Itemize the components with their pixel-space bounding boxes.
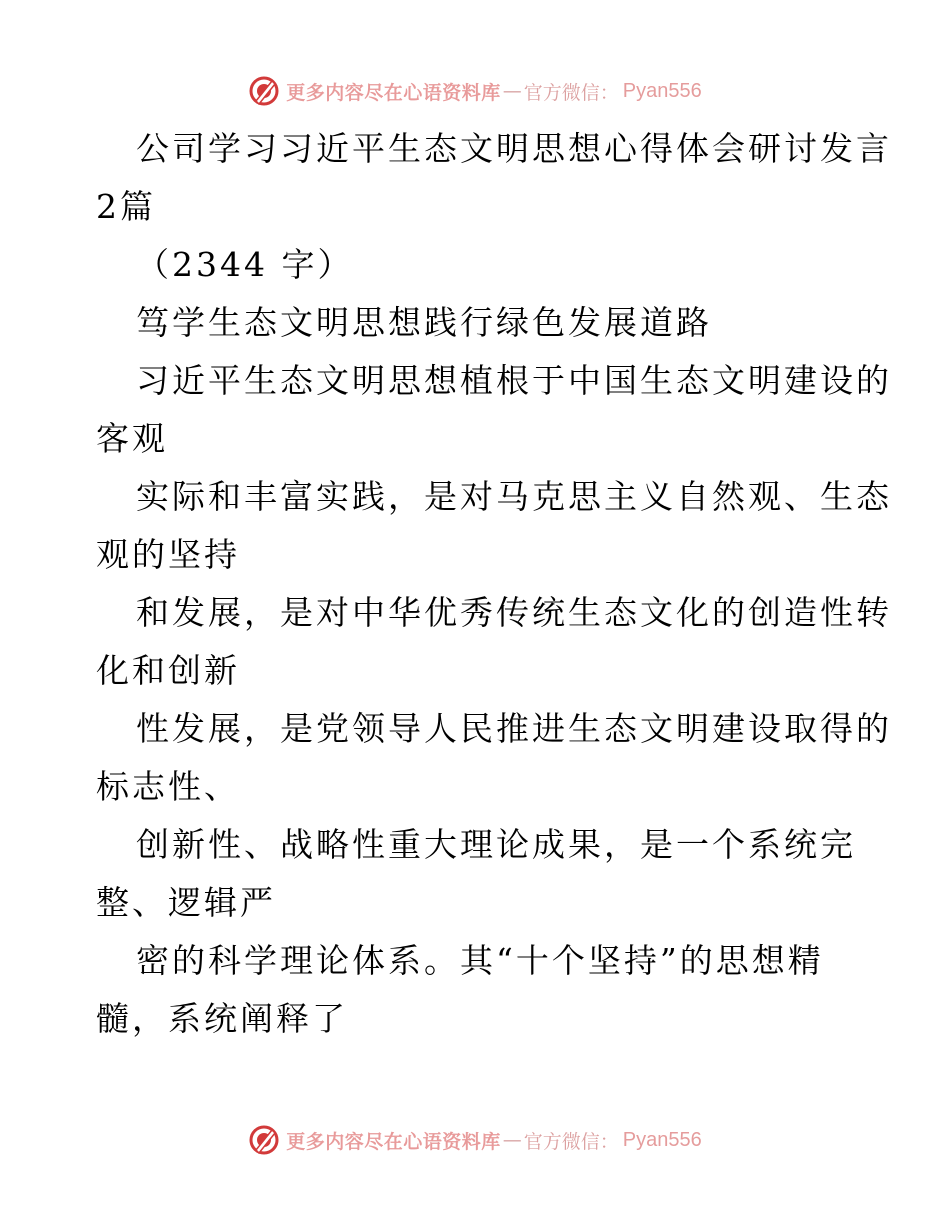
pen-logo-icon: [248, 75, 280, 107]
wechat-id: Pyan556: [622, 1128, 702, 1151]
doc-title-line: 2篇: [96, 187, 156, 226]
paragraph-line: 实际和丰富实践，是对马克思主义自然观、生态: [136, 477, 892, 516]
paragraph-line: 客观: [96, 419, 168, 458]
wechat-id: Pyan556: [622, 79, 702, 102]
banner-text: 更多内容尽在心语资料库: [286, 1130, 501, 1153]
word-count: （2344 字）: [136, 245, 354, 284]
banner-separator: —: [502, 80, 522, 102]
document-body: [96, 120, 892, 1048]
paragraph-line: 观的坚持: [96, 535, 240, 574]
paragraph-line: 髓，系统阐释了: [96, 999, 348, 1038]
header-banner: [0, 71, 950, 111]
wechat-label: 官方微信：: [523, 81, 619, 104]
paragraph-line: 整、逻辑严: [96, 883, 276, 922]
paragraph-line: 习近平生态文明思想植根于中国生态文明建设的: [136, 361, 892, 400]
paragraph-line: 密的科学理论体系。其“十个坚持”的思想精: [136, 941, 824, 980]
paragraph-line: 创新性、战略性重大理论成果，是一个系统完: [136, 825, 856, 864]
banner-separator: —: [502, 1129, 522, 1151]
section-heading: 笃学生态文明思想践行绿色发展道路: [136, 303, 712, 342]
paragraph-line: 标志性、: [96, 767, 240, 806]
banner-text: 更多内容尽在心语资料库: [286, 81, 501, 104]
paragraph-line: 化和创新: [96, 651, 240, 690]
wechat-label: 官方微信：: [523, 1130, 619, 1153]
doc-title-line: 公司学习习近平生态文明思想心得体会研讨发言: [136, 129, 892, 168]
footer-banner: [0, 1120, 950, 1160]
paragraph-line: 性发展，是党领导人民推进生态文明建设取得的: [136, 709, 892, 748]
paragraph-line: 和发展，是对中华优秀传统生态文化的创造性转: [136, 593, 892, 632]
pen-logo-icon: [248, 1124, 280, 1156]
